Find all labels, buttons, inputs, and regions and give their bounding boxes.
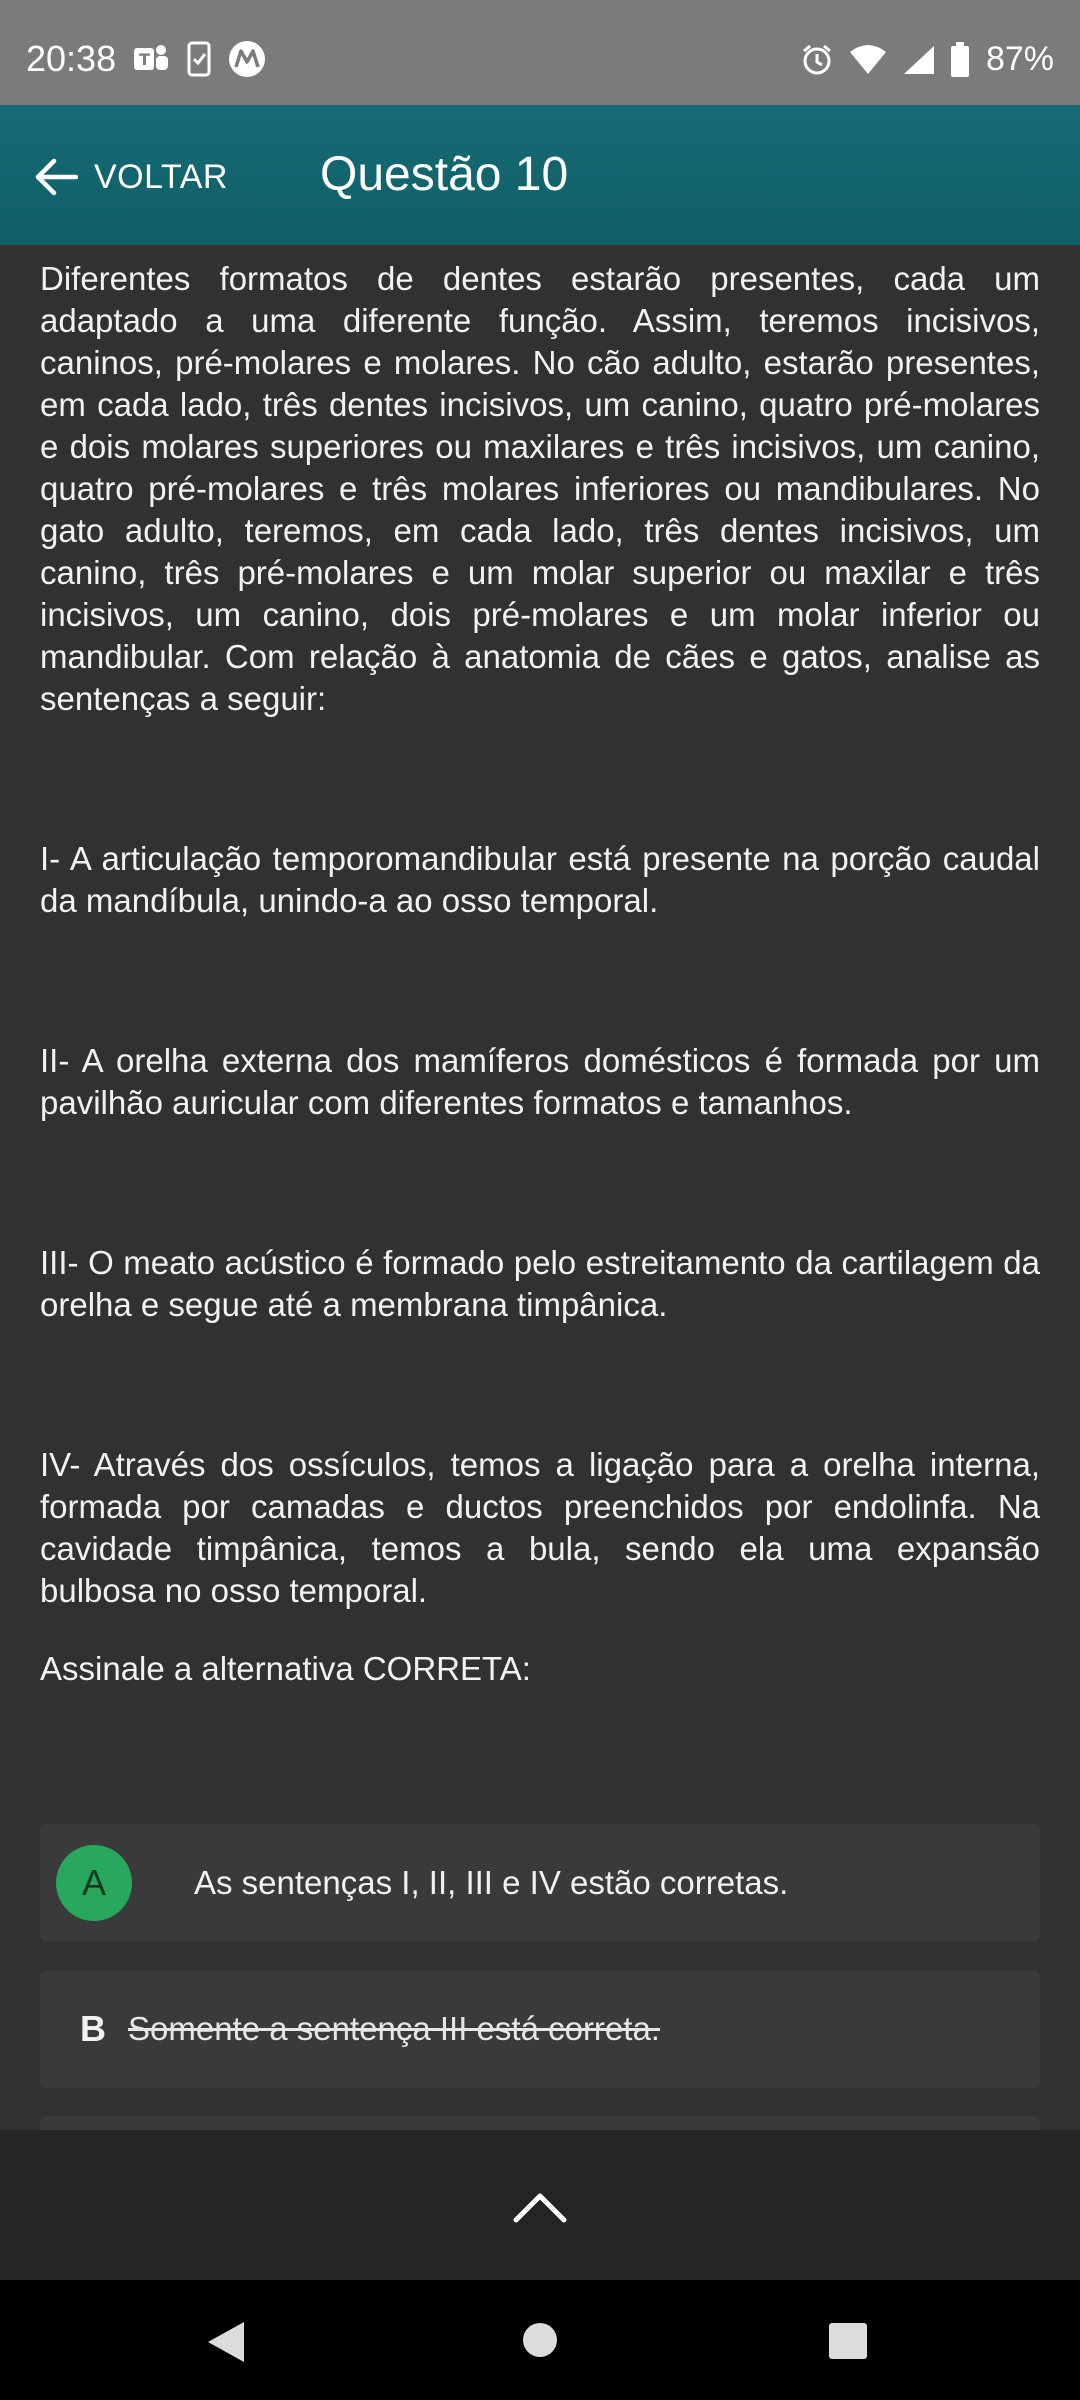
option-a-text: As sentenças I, II, III e IV estão corretas. [194, 1864, 789, 1901]
sentence-4: IV- Através dos ossículos, temos a ligação para a orelha interna, formada por camadas e ductos preenchidos por endolinfa. Na cavidade timpânica, temos a bula, sendo ela uma expansão bulbosa no osso temporal. [40, 1446, 1040, 1609]
nav-home-icon[interactable] [522, 2322, 558, 2358]
signal-icon [902, 44, 936, 76]
option-b-text: Somente a sentença III está correta. [128, 2010, 660, 2047]
battery-percentage: 87% [985, 40, 1054, 78]
navigation-bar [0, 2280, 1080, 2400]
app-header [0, 105, 1080, 245]
option-a-badge: A [56, 1845, 132, 1921]
page-title: Questão 10 [320, 148, 569, 201]
question-content [40, 258, 1040, 1690]
option-b-letter: B [80, 2008, 106, 2049]
bottom-bar [0, 2130, 1080, 2280]
notification-icons [132, 40, 266, 78]
back-label: VOLTAR [94, 157, 228, 196]
back-button[interactable] [34, 145, 228, 209]
svg-text:T: T [139, 50, 150, 69]
chevron-up-icon[interactable] [510, 2186, 570, 2226]
wifi-icon [848, 44, 888, 76]
question-intro: Diferentes formatos de dentes estarão presentes, cada um adaptado a uma diferente função. Assim, teremos incisivos, caninos, pré-molares e molares. No cão adulto, estarão presentes, em cada lado, três dentes incisivos, um canino, quatro pré-molares e dois molares superiores ou maxilares e três incisivos, um canino, quatro pré-molares e três molares inferiores ou mandibulares. No gato adulto, teremos, em cada lado, três dentes incisivos, um canino, três pré-molares e um molar superior ou maxilar e três incisivos, um canino, dois pré-molares e um molar inferior ou mandibular. Com relação à anatomia de cães e gatos, analise as sentenças a seguir: [40, 260, 1040, 717]
nav-recents-icon[interactable] [828, 2322, 868, 2360]
alarm-icon [800, 43, 834, 77]
question-prompt: Assinale a alternativa CORRETA: [40, 1650, 531, 1687]
nav-back-icon[interactable] [206, 2320, 246, 2364]
status-time: 20:38 [26, 38, 117, 79]
option-a[interactable] [40, 1824, 1040, 1942]
sentence-1: I- A articulação temporomandibular está presente na porção caudal da mandíbula, unindo-a ao osso temporal. [40, 840, 1040, 919]
sentence-3: III- O meato acústico é formado pelo estreitamento da cartilagem da orelha e segue até a membrana timpânica. [40, 1244, 1040, 1323]
status-bar [0, 0, 1080, 105]
arrow-left-icon [34, 157, 78, 197]
sentence-2: II- A orelha externa dos mamíferos domésticos é formada por um pavilhão auricular com diferentes formatos e tamanhos. [40, 1042, 1040, 1121]
phone-clipboard-icon [186, 41, 212, 77]
teams-icon [132, 42, 170, 76]
battery-icon [950, 42, 970, 78]
option-b[interactable] [40, 1970, 1040, 2088]
motorola-icon [228, 40, 266, 78]
system-icons [800, 40, 1054, 79]
